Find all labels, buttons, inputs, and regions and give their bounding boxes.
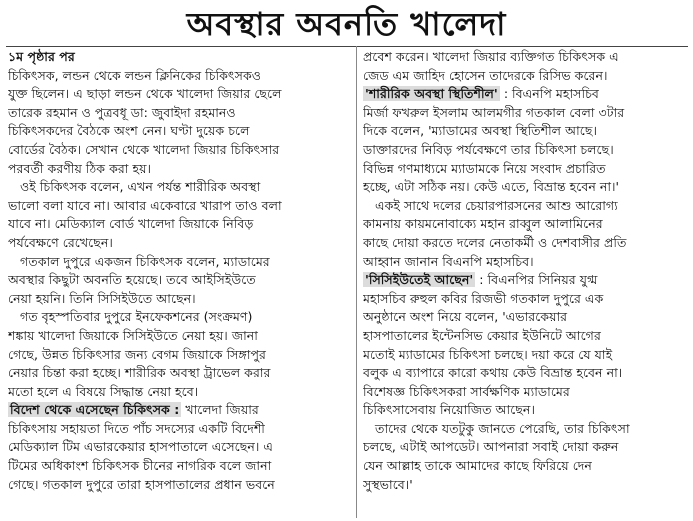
text-line: বিভিন্ন গণমাধ্যমে ম্যাডামকে নিয়ে সংবাদ প্রচারিত [363, 160, 606, 176]
text-line: যুক্ত ছিলেন। এ ছাড়া লন্ডন থেকে খালেদা জিয়ার ছেলে [8, 86, 282, 102]
continuation-label: ১ম পৃষ্ঠার পর [8, 49, 75, 64]
headline: অবস্থার অবনতি খালেদা [186, 5, 507, 43]
text-line: গেছে। গতকাল দুপুরে তারা হাসপাতালের প্রধান ভবনে [8, 476, 275, 492]
text-line: যাবে না। মেডিক্যাল বোর্ড খালেদা জিয়াকে নিবিড় [8, 216, 254, 232]
text-line: বিশেষজ্ঞ চিকিৎসকরা সার্বক্ষণিক ম্যাডামের [363, 383, 570, 399]
text-line: ডাক্তারদের নিবিড় পর্যবেক্ষণে তার চিকিৎসা চলছে। [363, 141, 614, 157]
subhead-still-in-ccu: 'সিসিইউতেই আছেন' [365, 272, 474, 288]
subhead-line [8, 401, 346, 420]
headline-rule [6, 46, 688, 47]
text-line: পরবর্তী করণীয় ঠিক করা হয়। [8, 160, 151, 176]
left-sub-paragraphs [8, 420, 346, 494]
subhead2-line [363, 271, 687, 290]
text-line: পর্যবেক্ষণে রেখেছেন। [8, 234, 113, 250]
text-line: চলছে, এটাই আপডেট। আপনারা সবাই দোয়া করুন [363, 439, 619, 455]
right-column [363, 48, 687, 494]
text-line: যেন আল্লাহ তাকে আমাদের কাছে ফিরিয়ে দেন [363, 458, 592, 474]
text-line: নেয়া হয়নি। তিনি সিসিইউতে আছেন। [8, 290, 196, 306]
left-column [8, 48, 346, 494]
text-line: তারেক রহমান ও পুত্রবধূ ডা: জুবাইদা রহমানও [8, 104, 236, 120]
text-line: চিকিৎসক, লন্ডন থেকে লন্ডন ক্লিনিকের চিকিৎসকও [8, 67, 262, 83]
text-line: জেড এম জাহিদ হোসেন তাদেরকে রিসিভ করেন। [363, 67, 608, 83]
text-line: তাদের থেকে যতটুকু জানতে পেরেছি, তার চিকিৎসা [375, 420, 630, 436]
text-line: নেয়ার চিন্তা করা হচ্ছে। শারীরিক অবস্থা ট্রাভেল করার [8, 365, 271, 381]
text-line: গত বৃহস্পতিবার দুপুরে ইনফেকশনের (সংক্রমণ) [20, 309, 253, 325]
text-line: বোর্ডের বৈঠক। সেখান থেকে খালেদা জিয়ার চিকিৎসার [8, 141, 280, 157]
subhead2-tail: : বিএনপির সিনিয়র যুগ্ম [479, 272, 598, 288]
subhead1-line [363, 85, 687, 104]
text-line: দিকে বলেন, 'ম্যাডামের অবস্থা স্থিতিশীল আছে। [363, 123, 597, 139]
text-line: হচ্ছে, এটা সঠিক নয়। কেউ এতে, বিভ্রান্ত হবেন না।' [363, 179, 619, 195]
text-line: শঙ্কায় খালেদা জিয়াকে সিসিইউতে নেয়া হয়। জানা [8, 327, 258, 343]
text-line: হাসপাতালের ইন্টেনসিভ কেয়ার ইউনিটে আগের [363, 327, 601, 343]
right-mid-paragraphs [363, 104, 687, 271]
left-paragraphs [8, 67, 346, 402]
subhead-tail: খালেদা জিয়ার [185, 402, 259, 418]
text-line: বলুক এ ব্যাপারে কারো কথায় কেউ বিভ্রান্ত হবেন না। [363, 365, 623, 381]
right-top-paragraphs [363, 48, 687, 85]
text-line: টিমের অধিকাংশ চিকিৎসক চীনের নাগরিক বলে জানা [8, 458, 272, 474]
subhead1-tail: : বিএনপি মহাসচিব [503, 86, 599, 102]
text-line: মেডিক্যাল টিম এভারকেয়ার হাসপাতালে এসেছেন। এ [8, 439, 273, 455]
subhead-foreign-doctors: বিদেশ থেকে এসেছেন চিকিৎসক : [10, 402, 180, 418]
column-separator [356, 46, 357, 518]
text-line: মতোই ম্যাডামের চিকিৎসা চলছে। দয়া করে যে যাই [363, 346, 613, 362]
text-line: অবস্থার কিছুটা অবনতি হয়েছে। তবে আইসিইউতে [8, 272, 256, 288]
text-line: ওই চিকিৎসক বলেন, এখন পর্যন্ত শারীরিক অবস্থা [20, 179, 261, 195]
text-line: মতো হলে এ বিষয়ে সিদ্ধান্ত নেয়া হবে। [8, 383, 199, 399]
text-line: কাছে দোয়া করতে দলের নেতাকর্মী ও দেশবাসীর প্রতি [363, 234, 627, 250]
text-line: একই সাথে দলের চেয়ারপারসনের আশু আরোগ্য [375, 197, 618, 213]
text-line: মির্জা ফখরুল ইসলাম আলমগীর গতকাল বেলা ৩টার [363, 104, 625, 120]
text-line: কামনায় কায়মনোবাক্যে মহান রাব্বুল আলামিনের [363, 216, 603, 232]
text-line: চিকিৎসায় সহায়তা দিতে পাঁচ সদস্যের একটি বিদেশী [8, 420, 265, 436]
right-bottom-paragraphs [363, 290, 687, 495]
text-line: চিকিৎসাসেবায় নিয়োজিত আছেন। [363, 402, 535, 418]
text-line: মহাসচিব রুহুল কবির রিজভী গতকাল দুপুরে এক [363, 290, 604, 306]
text-line: গেছে, উন্নত চিকিৎসার জন্য বেগম জিয়াকে সিঙ্গাপুর [8, 346, 266, 362]
text-line: প্রবেশ করেন। খালেদা জিয়ার ব্যক্তিগত চিকিৎসক এ [363, 49, 619, 64]
text-line: আহ্বান জানান বিএনপি মহাসচিব। [363, 253, 534, 269]
text-line: ভালো বলা যাবে না। আবার একেবারে খারাপ তাও বলা [8, 197, 282, 213]
text-line: অনুষ্ঠানে অংশ নিয়ে বলেন, 'এভারকেয়ার [363, 309, 568, 325]
text-line: সুস্থভাবে।' [363, 476, 413, 492]
text-line: গতকাল দুপুরে একজন চিকিৎসক বলেন, ম্যাডামের [20, 253, 270, 269]
subhead-stable-condition: 'শারীরিক অবস্থা স্থিতিশীল' [365, 86, 498, 102]
text-line: চিকিৎসকদের বৈঠকে অংশ নেন। ঘণ্টা দুয়েক চলে [8, 123, 250, 139]
